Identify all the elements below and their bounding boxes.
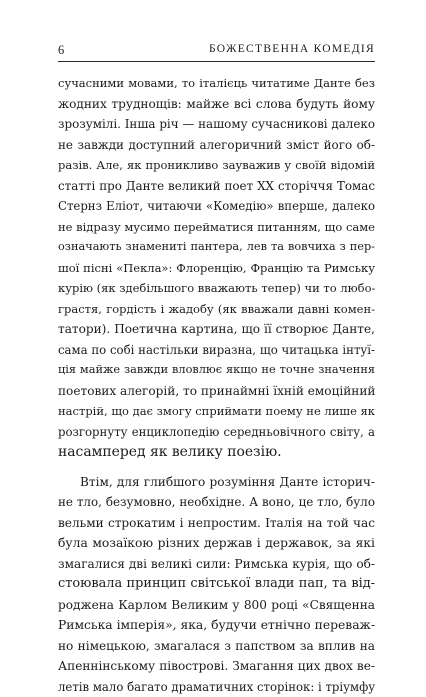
text-line: ція майже завжди вловлює якщо не точне значення: [58, 360, 375, 381]
text-line: насамперед як велику поезію.: [58, 442, 375, 463]
text-line: зрозумілі. Інша річ — нашому сучасникові далеко: [58, 114, 375, 135]
text-line: змагалися дві великі сили: Римська курія, що об-: [58, 554, 375, 575]
text-line: розгорнуту енциклопедію середньовічного світу, а: [58, 422, 375, 443]
text-line: не відразу мусимо перейматися питанням, що саме: [58, 217, 375, 238]
text-line: татори). Поетична картина, що її створює Данте,: [58, 319, 375, 340]
text-line: настрій, що дає змогу сприймати поему не лише як: [58, 401, 375, 422]
running-head: [58, 40, 375, 60]
paragraph-2: [58, 472, 375, 697]
text-line: Римська імперія», яка, будучи етнічно переваж-: [58, 615, 375, 636]
text-line: була мозаїкою різних держав і державок, за які: [58, 533, 375, 554]
text-line: Апеннінському півострові. Змагання цих двох ве-: [58, 656, 375, 677]
running-title: БОЖЕСТВЕННА КОМЕДІЯ: [209, 43, 375, 55]
text-line: означають знамениті пантера, лев та вовчиха з пер-: [58, 237, 375, 258]
text-line: разів. Але, як проникливо зауважив у своїй відомій: [58, 155, 375, 176]
text-line: Втім, для глибшого розуміння Данте історич-: [58, 472, 375, 493]
text-line: но німецькою, змагалася з папством за вплив на: [58, 636, 375, 657]
text-line: сама по собі настільки виразна, що читацька інтуї-: [58, 340, 375, 361]
text-line: летів мало багато драматичних сторінок: і тріумфу: [58, 677, 375, 697]
header-rule: [58, 61, 375, 62]
text-line: поетових алегорій, то принаймні їхній емоційний: [58, 381, 375, 402]
text-line: сучасними мовами, то італієць читатиме Данте без: [58, 73, 375, 94]
text-line: вельми строкатим і непростим. Італія на той час: [58, 513, 375, 534]
text-line: курію (як здебільшого вважають тепер) чи то любо-: [58, 278, 375, 299]
text-line: жодних труднощів: майже всі слова будуть йому: [58, 94, 375, 115]
text-line: статті про Данте великий поет ХХ сторіччя Томас: [58, 176, 375, 197]
text-line: стоювала принцип світської влади пап, та від-: [58, 574, 375, 595]
text-line: грастя, гордість і жадобу (як вважали давні комен-: [58, 299, 375, 320]
page-number: 6: [58, 43, 64, 58]
paragraph-1: [58, 73, 375, 463]
text-line: не завжди доступний алегоричний зміст його об-: [58, 135, 375, 156]
text-line: шої пісні «Пекла»: Флоренцію, Францію та Римську: [58, 258, 375, 279]
body-text: [58, 73, 375, 697]
text-line: не тло, безумовно, необхідне. А воно, це тло, було: [58, 492, 375, 513]
text-line: роджена Карлом Великим у 800 році «Священна: [58, 595, 375, 616]
text-line: Стернз Еліот, читаючи «Комедію» вперше, далеко: [58, 196, 375, 217]
